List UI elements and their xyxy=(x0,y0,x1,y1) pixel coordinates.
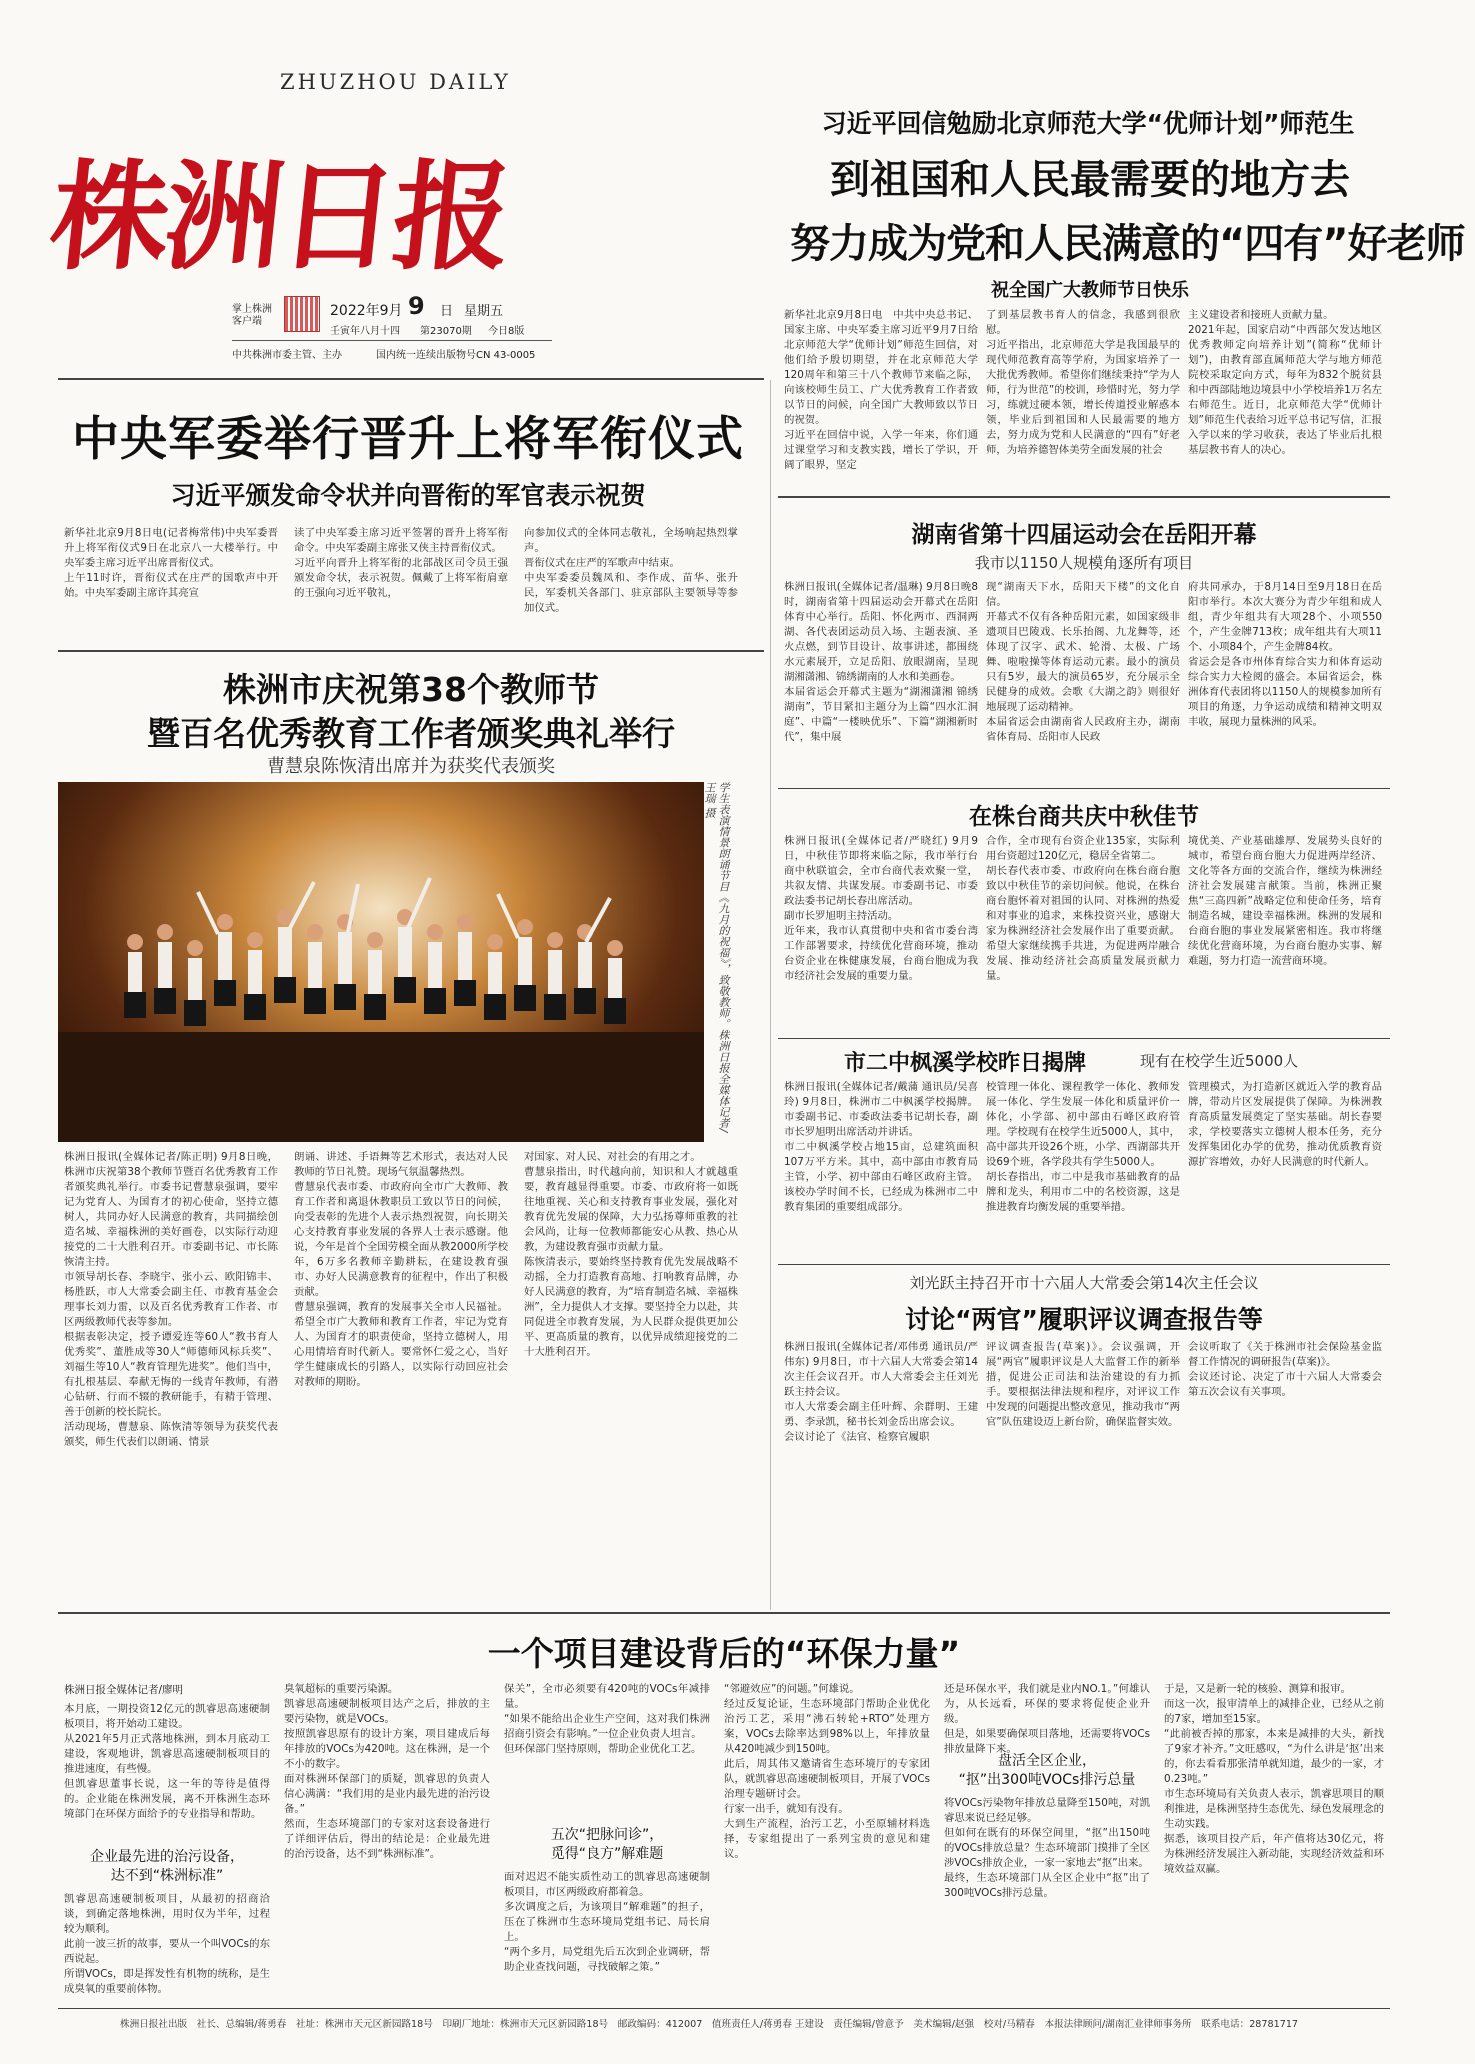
lead-subtitle: 祝全国广大教师节日快乐 xyxy=(991,280,1189,301)
environment-title: 一个项目建设背后的“环保力量” xyxy=(487,1634,961,1673)
festival-col-1: 株洲日报讯(全媒体记者/严晓红) 9月9日，中秋佳节即将来临之际，我市举行台商中秋联谊会，全市台商代表欢聚一堂，共叙友情、共谋发展。市委副书记、市委政法委书记胡长春出席活动。 副市长罗旭明主持活动。 近年来，我市认真贯彻中央和省市委台湾工作部署要求，持续优化营商环境，推动台资企业在株健康发展，台商台胞成为我市经济社会发展的重要力量。 xyxy=(784,835,978,982)
npc-col-3: 会议听取了《关于株洲市社会保险基金监督工作情况的调研报告(草案)》。 会议还讨论、决定了市十六届人大常委会第五次会议有关事项。 xyxy=(1188,1341,1382,1398)
npc-kicker: 刘光跃主持召开市十六届人大常委会第14次主任会议 xyxy=(909,1274,1259,1292)
festival-col-3: 境优美、产业基础雄厚、发展势头良好的城市，希望台商台胞大力促进两岸经济、文化等各方面的交流合作，继续为株洲经济社会发展建言献策。当前，株洲正聚焦“三高四新”战略定位和使命任务，培育制造名城，建设幸福株洲。株洲的发展和台商台胞的事业发展紧密相连。我市将继续优化营商环境，为台商台胞办实事、解难题，努力打造一流营商环境。 xyxy=(1188,835,1382,967)
sports-title: 湖南省第十四届运动会在岳阳开幕 xyxy=(911,522,1257,548)
military-col-1: 新华社北京9月8日电(记者梅常伟)中央军委晋升上将军衔仪式9日在北京八一大楼举行。中央军委主席习近平出席晋衔仪式。 上午11时许，晋衔仪式在庄严的国歌声中开始。中央军委副主席许其亮宣 xyxy=(64,527,278,599)
npc-col-1: 株洲日报讯(全媒体记者/邓伟勇 通讯员/严伟东) 9月8日，市十六届人大常委会第14次主任会议召开。市人大常委会主任刘光跃主持会议。 市人大常委会副主任叶辉、余群明、王建勇、李录凯，秘书长刘金岳出席会议。 会议讨论了《法官、检察官履职 xyxy=(784,1341,978,1443)
performers-icon xyxy=(58,782,704,1142)
military-col-2: 读了中央军委主席习近平签署的晋升上将军衔命令。中央军委副主席张又侠主持晋衔仪式。 习近平向晋升上将军衔的北部战区司令员王强颁发命令状，表示祝贺。佩戴了上将军衔肩章的王强向习近平敬礼， xyxy=(294,527,508,599)
school-subtitle: 现有在校学生近5000人 xyxy=(1140,1052,1299,1070)
newspaper-logo xyxy=(44,108,515,288)
lead-col-1: 新华社北京9月8日电 中共中央总书记、国家主席、中央军委主席习近平9月7日给北京师范大学“优师计划”师范生回信，对他们给予殷切期望，并在北京师范大学120周年和第三十八个教师节来临之际，向该校师生员工、广大优秀教育工作者致以节日的问候，向全国广大教师致以节日的祝贺。 习近平在回信中说，入学一年来，你们通过课堂学习和支教实践，增长了学识，开阔了眼界，坚定 xyxy=(784,309,978,471)
school-col-1: 株洲日报讯(全媒体记者/戴蒲 通讯员/吴喜玲) 9月8日，株洲市二中枫溪学校揭牌。市委副书记、市委政法委书记胡长春，副市长罗旭明出席活动并讲话。 市二中枫溪学校占地15亩，总建筑面积107万平方米。其中，高中部由市教育局主管，小学、初中部由石峰区政府主管。该校办学时间不长，已经成为株洲市二中教育集团的重要组成部分。 xyxy=(784,1081,978,1213)
lead-title-2: 努力成为党和人民满意的“四有”好老师 xyxy=(790,221,1465,267)
school-col-3: 管理模式，为打造新区就近入学的教育品牌，带动片区发展提供了保障。为株洲教育高质量发展奠定了坚实基础。胡长春要求，学校要落实立德树人根本任务，充分发挥集团化办学的优势，推动优质教育资源扩容增效，办好人民满意的时代新人。 xyxy=(1188,1081,1382,1168)
weekday: 星期五 xyxy=(464,304,504,319)
environment-col-3b: 面对迟迟不能实质性动工的凯睿思高速硬制板项目，市区两级政府都着急。 多次调度之后，为该项目“解难题”的担子，压在了株洲市生态环境局党组书记、局长肩上。 “两个多月，局党组先后五次到企业调研，帮助企业查找问题，寻找破解之策。” xyxy=(504,1871,710,1973)
lead-col-3: 主义建设者和接班人贡献力量。 2021年起，国家启动“中西部欠发达地区优秀教师定向培养计划”(简称“优师计划”)，由教育部直属师范大学与地方师范院校采取定向方式，每年为832个脱贫县和中西部陆地边境县中小学校培养1万名左右师范生。近日，北京师范大学“优师计划”师范生代表给习近平总书记写信，汇报入学以来的学习收获，表达了毕业后扎根基层教书育人的决心。 xyxy=(1188,309,1382,456)
festival-col-2: 合作，全市现有台资企业135家，实际利用台资超过120亿元，稳居全省第二。 胡长春代表市委、市政府向在株台商台胞致以中秋佳节的亲切问候。他说，在株台商台胞怀着对祖国的认同、对株洲的热爱和对事业的追求，来株投资兴业，感谢大家为株洲经济社会发展作出了重要贡献。希望大家继续携手共进，为促进两岸融合发展、推动经济社会高质量发展贡献力量。 xyxy=(986,835,1180,982)
issue-number: 第23070期 xyxy=(420,326,472,337)
environment-sub-1: 企业最先进的治污设备， 达不到“株洲标准” xyxy=(90,1849,244,1884)
sports-col-3: 府共同承办，于8月14日至9月18日在岳阳市举行。本次大赛分为青少年组和成人组，青少年组共有大项28个、小项550个，产生金牌713枚；成年组共有大项11个、小项84个，产生金牌84枚。 省运会是各市州体育综合实力和体育运动综合实力大检阅的盛会。本届省运会，株洲体育代表团将以1150人的规模参加所有项目的角逐，力争运动成绩和精神文明双丰收，展现力量株洲的风采。 xyxy=(1188,581,1382,728)
date-day: 9 xyxy=(408,292,425,320)
environment-byline: 株洲日报全媒体记者/廖明 xyxy=(64,1684,184,1696)
military-subtitle: 习近平颁发命令状并向晋衔的军官表示祝贺 xyxy=(170,481,646,510)
page-count: 今日8版 xyxy=(488,326,525,337)
footer-imprint: 株洲日报社出版 社长、总编辑/蒋勇春 社址：株洲市天元区新园路18号 印刷厂地址：株洲市天元区新园路18号 邮政编码：412007 值班责任人/蒋勇春 王建设 责任编辑/曾意予 美术编辑/赵强 校对/马精春 本报法律顾问/湖南汇业律师事务所 联系电话：28781717 xyxy=(120,2019,1299,2030)
lunar-date: 壬寅年八月十四 xyxy=(330,326,400,337)
date-text: 2022年9月 xyxy=(330,303,403,319)
teachers-subtitle: 曹慧泉陈恢清出席并为获奖代表颁奖 xyxy=(267,756,555,777)
npc-title: 讨论“两官”履职评议调查报告等 xyxy=(905,1305,1263,1334)
stage-performance-photo xyxy=(58,782,704,1142)
school-title: 市二中枫溪学校昨日揭牌 xyxy=(843,1051,1086,1076)
sports-col-2: 现“湖南天下水，岳阳天下楼”的文化自信。 开幕式不仅有各种岳阳元素，如国家级非遗项目巴陵戏、长乐抬阁、九龙舞等，还体现了汉字、武术、轮滑、太极、广场舞、啦啦操等体育运动元素。最小的演员只有5岁，最大的演员65岁，充分展示全民健身的成效。会歌《大湖之韵》则很好地展现了运动精神。 本届省运会由湖南省人民政府主办，湖南省体育局、岳阳市人民政 xyxy=(986,581,1180,743)
english-masthead: ZHUZHOU DAILY xyxy=(280,70,511,94)
environment-col-1b: 凯睿思高速硬制板项目，从最初的招商洽谈，到确定落地株洲，用时仅为半年，过程较为顺利。 此前一波三折的故事，要从一个叫VOCs的东西说起。 所谓VOCs，即是挥发性有机物的统称，是生成臭氧的重要前体物。 xyxy=(64,1893,270,1995)
lead-title-1: 到祖国和人民最需要的地方去 xyxy=(830,157,1350,203)
environment-sub-3: 盘活全区企业， “抠”出300吨VOCs排污总量 xyxy=(958,1753,1136,1788)
festival-title: 在株台商共庆中秋佳节 xyxy=(969,804,1199,830)
npc-col-2: 评议调查报告(草案)》。会议强调，开展“两官”履职评议是人大监督工作的新举措，促进公正司法和法治建设的有力抓手。要根据法律法规和程序，对评议工作中发现的问题提出整改意见，推动我市“两官”队伍建设迈上新台阶，确保监督实效。 xyxy=(986,1341,1180,1428)
photo-caption: 学生表演情景朗诵节目《九月的祝福》，致敬教师。株洲日报全媒体记者/王瑞 摄 xyxy=(703,782,730,1133)
military-title: 中央军委举行晋升上将军衔仪式 xyxy=(72,412,744,467)
lead-col-2: 了到基层教书育人的信念，我感到很欣慰。 习近平指出，北京师范大学是我国最早的现代师范教育高等学府，为国家培养了一大批优秀教师。希望你们继续秉持“学为人师，行为世范”的校训，珍惜时光，努力学习，练就过硬本领，增长传道授业解惑本领，毕业后到祖国和人民最需要的地方去，努力成为党和人民满意的“四有”好老师，为培养德智体美劳全面发展的社会 xyxy=(986,309,1180,456)
environment-col-6: 于是，又是新一轮的核验、测算和报审。 而这一次，报审清单上的减排企业，已经从之前的7家，增加至15家。 “此前被否掉的那家，本来是减排的大头，新找了9家才补齐。”文旺感叹，“为什么讲是‘抠’出来的，你去看看那张清单就知道，最少的一家，才0.23吨。” 市生态环境局有关负责人表示，凯睿思项目的顺利推进，是株洲坚持生态优先、绿色发展理念的生动实践。 据悉，该项目投产后，年产值将达30亿元，将为株洲经济发展注入新动能，实现经济效益和环境效益双赢。 xyxy=(1164,1683,1384,1875)
date-day-suffix: 日 xyxy=(440,304,454,319)
sports-subtitle: 我市以1150人规模角逐所有项目 xyxy=(974,554,1194,572)
teachers-title-2: 暨百名优秀教育工作者颁奖典礼举行 xyxy=(147,714,675,753)
logo-lettering: 株洲日报 xyxy=(44,147,515,286)
military-col-3: 向参加仪式的全体同志敬礼，全场响起热烈掌声。 晋衔仪式在庄严的军歌声中结束。 中央军委委员魏凤和、李作成、苗华、张升民，军委机关各部门、驻京部队主要领导等参加仪式。 xyxy=(524,527,738,614)
environment-col-5b: 将VOCs污染物年排放总量降至150吨，对凯睿思来说已经足够。 但如何在既有的环保空间里，“抠”出150吨的VOCs排放总量？生态环境部门摸排了全区涉VOCs排放企业，一家一家地去“抠”出来。 最终，生态环境部门从全区企业中“抠”出了300吨VOCs排污总量。 xyxy=(944,1797,1150,1899)
teachers-col-1: 株洲日报讯(全媒体记者/陈正明) 9月8日晚，株洲市庆祝第38个教师节暨百名优秀教育工作者颁奖典礼举行。市委书记曹慧泉强调，要牢记为党育人、为国育才的初心使命，坚持立德树人，共同办好人民满意的教育，共同描绘创造名城、幸福株洲的美好画卷，以实际行动迎接党的二十大胜利召开。市委副书记、市长陈恢清主持。 市领导胡长春、李晓宇、张小云、欧阳锦丰、杨胜跃，市人大常委会副主任、市教育基金会理事长刘力雷，以及百名优秀教育工作者、市区两级教师代表等参加。 根据表彰决定，授予谭爱连等60人“教书育人优秀奖”、董胜成等30人“师德师风标兵奖”、刘福生等10人“教育管理先进奖”。他们当中，有扎根基层、奉献无悔的一线青年教师，有潜心钻研、行而不辍的教研能手，有精于管理、善于创新的校长院长。 活动现场，曹慧泉、陈恢清等领导为获奖代表颁奖，师生代表们以朗诵、情景 xyxy=(64,1151,278,1448)
environment-col-4: “邻避效应”的问题。”何雄说。 经过反复论证，生态环境部门帮助企业优化治污工艺，采用“沸石转轮+RTO”处理方案，VOCs去除率达到98%以上，年排放量从420吨减少到150吨。 此后，周其伟又邀请省生态环境厅的专家团队，就凯睿思高速硬制板项目，开展了VOCs治理专题研讨会。 行家一出手，就知有没有。 大到生产流程，治污工艺，小至原辅材料选择，专家组提出了一系列宝贵的意见和建议。 xyxy=(724,1683,930,1860)
cn-number: 国内统一连续出版物号CN 43-0005 xyxy=(376,350,536,361)
calligraphy-logo-icon xyxy=(44,108,515,288)
sports-col-1: 株洲日报讯(全媒体记者/温琳) 9月8日晚8时，湖南省第十四届运动会开幕式在岳阳体育中心举行。岳阳、怀化两市、西洞两湖、各代表团运动员入场、主题表演、圣火点燃，到节目设计、故事讲述，都围绕水元素展开，立足岳阳、放眼湖南，呈现湖湘潇湘、锦绣湖南的人水和美画卷。 本届省运会开幕式主题为“湖湘潇湘 锦绣湖南”，节目紧扣主题分为上篇“四水汇洞庭”、中篇“一楼映优乐”、下篇“湖湘新时代”，集中展 xyxy=(784,581,978,743)
environment-col-1: 本月底，一期投资12亿元的凯睿思高速硬制板项目，将开始动工建设。 从2021年5月正式落地株洲，到本月底动工建设，客观地讲，凯睿思高速硬制板项目的推进速度，有些慢。 但凯睿思董事长说，这一年的等待是值得的。企业能在株洲发展，离不开株洲生态环境部门在环保方面给予的专业指导和帮助。 xyxy=(64,1703,270,1820)
environment-col-3: 保关”，全市必须要有420吨的VOCs年减排量。 “如果不能给出企业生产空间，这对我们株洲招商引资会有影响。”一位企业负责人坦言。 但环保部门坚持原则，帮助企业优化工艺。 xyxy=(504,1683,710,1755)
teachers-col-3: 对国家、对人民、对社会的有用之才。 曹慧泉指出，时代越向前，知识和人才就越重要，教育越显得重要。市委、市政府将一如既往地重视、关心和支持教育事业发展，强化对教育优先发展的保障，大力弘扬尊师重教的社会风尚，让每一位教师都能安心从教、热心从教，为建设教育强市贡献力量。 陈恢清表示，要始终坚持教育优先发展战略不动摇，全力打造教育高地、打响教育品牌，办好人民满意的教育，为“培育制造名城、幸福株洲”，全力提供人才支撑。要坚持全力以赴，共同促进全市教育发展，为人民群众提供更加公平、更高质量的教育，以优异成绩迎接党的二十大胜利召开。 xyxy=(524,1151,738,1358)
app-label: 掌上株洲 客户端 xyxy=(232,304,272,327)
school-col-2: 校管理一体化、课程教学一体化、教师发展一体化、学生发展一体化和质量评价一体化，小学部、初中部由石峰区政府管理。学校现有在校学生近5000人，其中，高中部共开设26个班，小学、西湖部共开设69个班，各学段共有学生5000人。 胡长春指出，市二中是我市基础教育的品牌和龙头，利用市二中的名校资源，这是推进教育均衡发展的重要举措。 xyxy=(986,1081,1180,1213)
environment-col-5: 还是环保水平，我们就是业内NO.1。”何雄认为，从长远看，环保的要求将促使企业升级。 但是，如果要确保项目落地，还需要将VOCs排放量降下来。 xyxy=(944,1683,1150,1755)
qr-code-icon[interactable] xyxy=(284,296,320,332)
teachers-col-2: 朗诵、讲述、手语舞等艺术形式，表达对人民教师的节日礼赞。现场气氛温馨热烈。 曹慧泉代表市委、市政府向全市广大教师、教育工作者和离退休教职员工致以节日的问候，向受表彰的先进个人表示热烈祝贺，向长期关心支持教育事业发展的各界人士表示感谢。他说，今年是首个全国劳模全面从教2000所学校年，6万多名教师辛勤耕耘，在建设教育强市、办好人民满意教育的征程中，作出了积极贡献。 曹慧泉强调，教育的发展事关全市人民福祉。希望全市广大教师和教育工作者，牢记为党育人、为国育才的职责使命，坚持立德树人，用心用情培育时代新人。要常怀仁爱之心，当好学生健康成长的引路人，以实际行动回应社会对教师的期盼。 xyxy=(294,1151,508,1388)
environment-sub-2: 五次“把脉问诊”， 觅得“良方”解难题 xyxy=(550,1827,664,1862)
environment-col-2: 臭氧超标的重要污染源。 凯睿思高速硬制板项目达产之后，排放的主要污染物，就是VOCs。 按照凯睿思原有的设计方案，项目建成后每年排放的VOCs为420吨。这在株洲，是一个不小的数字。 面对株洲环保部门的质疑，凯睿思的负责人信心满满：“我们用的是业内最先进的治污设备。” 然而，生态环境部门的专家对这套设备进行了详细评估后，得出的结论是：企业最先进的治污设备，达不到“株洲标准”。 xyxy=(284,1683,490,1860)
lead-kicker: 习近平回信勉励北京师范大学“优师计划”师范生 xyxy=(821,109,1355,138)
sponsor: 中共株洲市委主管、主办 xyxy=(232,350,342,361)
teachers-title-1: 株洲市庆祝第38个教师节 xyxy=(223,670,599,709)
